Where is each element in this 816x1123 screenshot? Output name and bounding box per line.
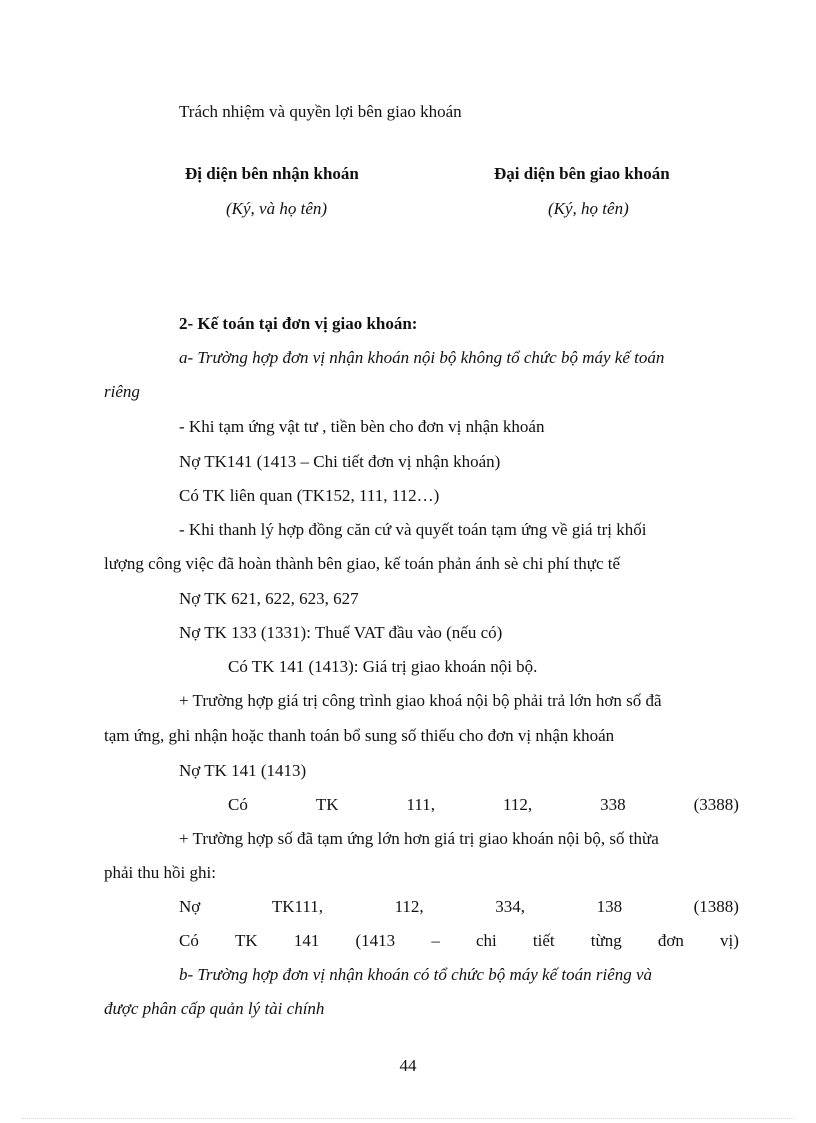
section-2-title: 2- Kế toán tại đơn vị giao khoán: [179,314,418,333]
word: 334, [495,897,525,916]
word: Có [228,795,248,814]
extra-pay-debit-entry: Nợ TK 141 (1413) [179,761,307,780]
extra-pay-line-1: + Trường hợp giá trị công trình giao khoá nội bộ phải trả lớn hơn số đã [179,691,662,710]
word: 141 [293,931,320,950]
word: Nợ [179,897,201,916]
receiver-representative-title: Đị diện bên nhận khoán [185,164,359,183]
extra-pay-credit-entry [228,794,739,816]
settle-debit-entry-1: Nợ TK 621, 622, 623, 627 [179,589,359,608]
refund-debit-entry [179,896,739,918]
case-b-line-1: b- Trường hợp đơn vị nhận khoán có tổ chức bộ máy kế toán riêng và [179,965,653,984]
advance-title: - Khi tạm ứng vật tư , tiền bèn cho đơn vị nhận khoán [179,417,545,436]
word: 338 [600,795,626,814]
word: tiết [532,931,555,950]
word: từng [590,931,622,950]
word: (1388) [693,897,739,916]
word: (3388) [693,795,739,814]
refund-line-2: phải thu hồi ghi: [104,863,216,882]
refund-line-1: + Trường hợp số đã tạm ứng lớn hơn giá trị giao khoán nội bộ, số thừa [179,829,659,848]
word: đơn [657,931,684,950]
word: (1413 [355,931,396,950]
settle-line-2: lượng công việc đã hoàn thành bên giao, kế toán phản ánh sè chi phí thực tế [104,554,621,573]
settle-credit-entry: Có TK 141 (1413): Giá trị giao khoán nội bộ. [228,657,538,676]
settle-line-1: - Khi thanh lý hợp đồng căn cứ và quyết toán tạm ứng về giá trị khối [179,520,647,539]
case-a-line-1: a- Trường hợp đơn vị nhận khoán nội bộ không tổ chức bộ máy kế toán [179,348,665,367]
word: Có [179,931,199,950]
refund-credit-entry [179,930,739,952]
giver-representative-title: Đại diện bên giao khoán [494,164,670,183]
case-a-line-2: riêng [104,382,140,401]
settle-debit-entry-2: Nợ TK 133 (1331): Thuế VAT đầu vào (nếu có) [179,623,503,642]
advance-debit-entry: Nợ TK141 (1413 – Chi tiết đơn vị nhận khoán) [179,452,501,471]
extra-pay-line-2: tạm ứng, ghi nhận hoặc thanh toán bổ sung số thiếu cho đơn vị nhận khoán [104,726,615,745]
page-bottom-divider [22,1118,794,1119]
word: TK [235,931,258,950]
giver-signature-note: (Ký, họ tên) [548,199,629,218]
advance-credit-entry: Có TK liên quan (TK152, 111, 112…) [179,486,440,505]
word: 138 [596,897,623,916]
word: – [431,931,440,950]
word: TK [315,795,339,814]
word: 112, [394,897,424,916]
receiver-signature-note: (Ký, và họ tên) [226,199,328,218]
case-b-line-2: được phân cấp quản lý tài chính [104,999,325,1018]
word: 112, [503,795,533,814]
word: 111, [406,795,436,814]
word: chi [475,931,497,950]
responsibility-heading: Trách nhiệm và quyền lợi bên giao khoán [179,102,462,121]
page-number: 44 [399,1056,417,1075]
word: vị) [720,931,739,950]
word: TK111, [271,897,323,916]
